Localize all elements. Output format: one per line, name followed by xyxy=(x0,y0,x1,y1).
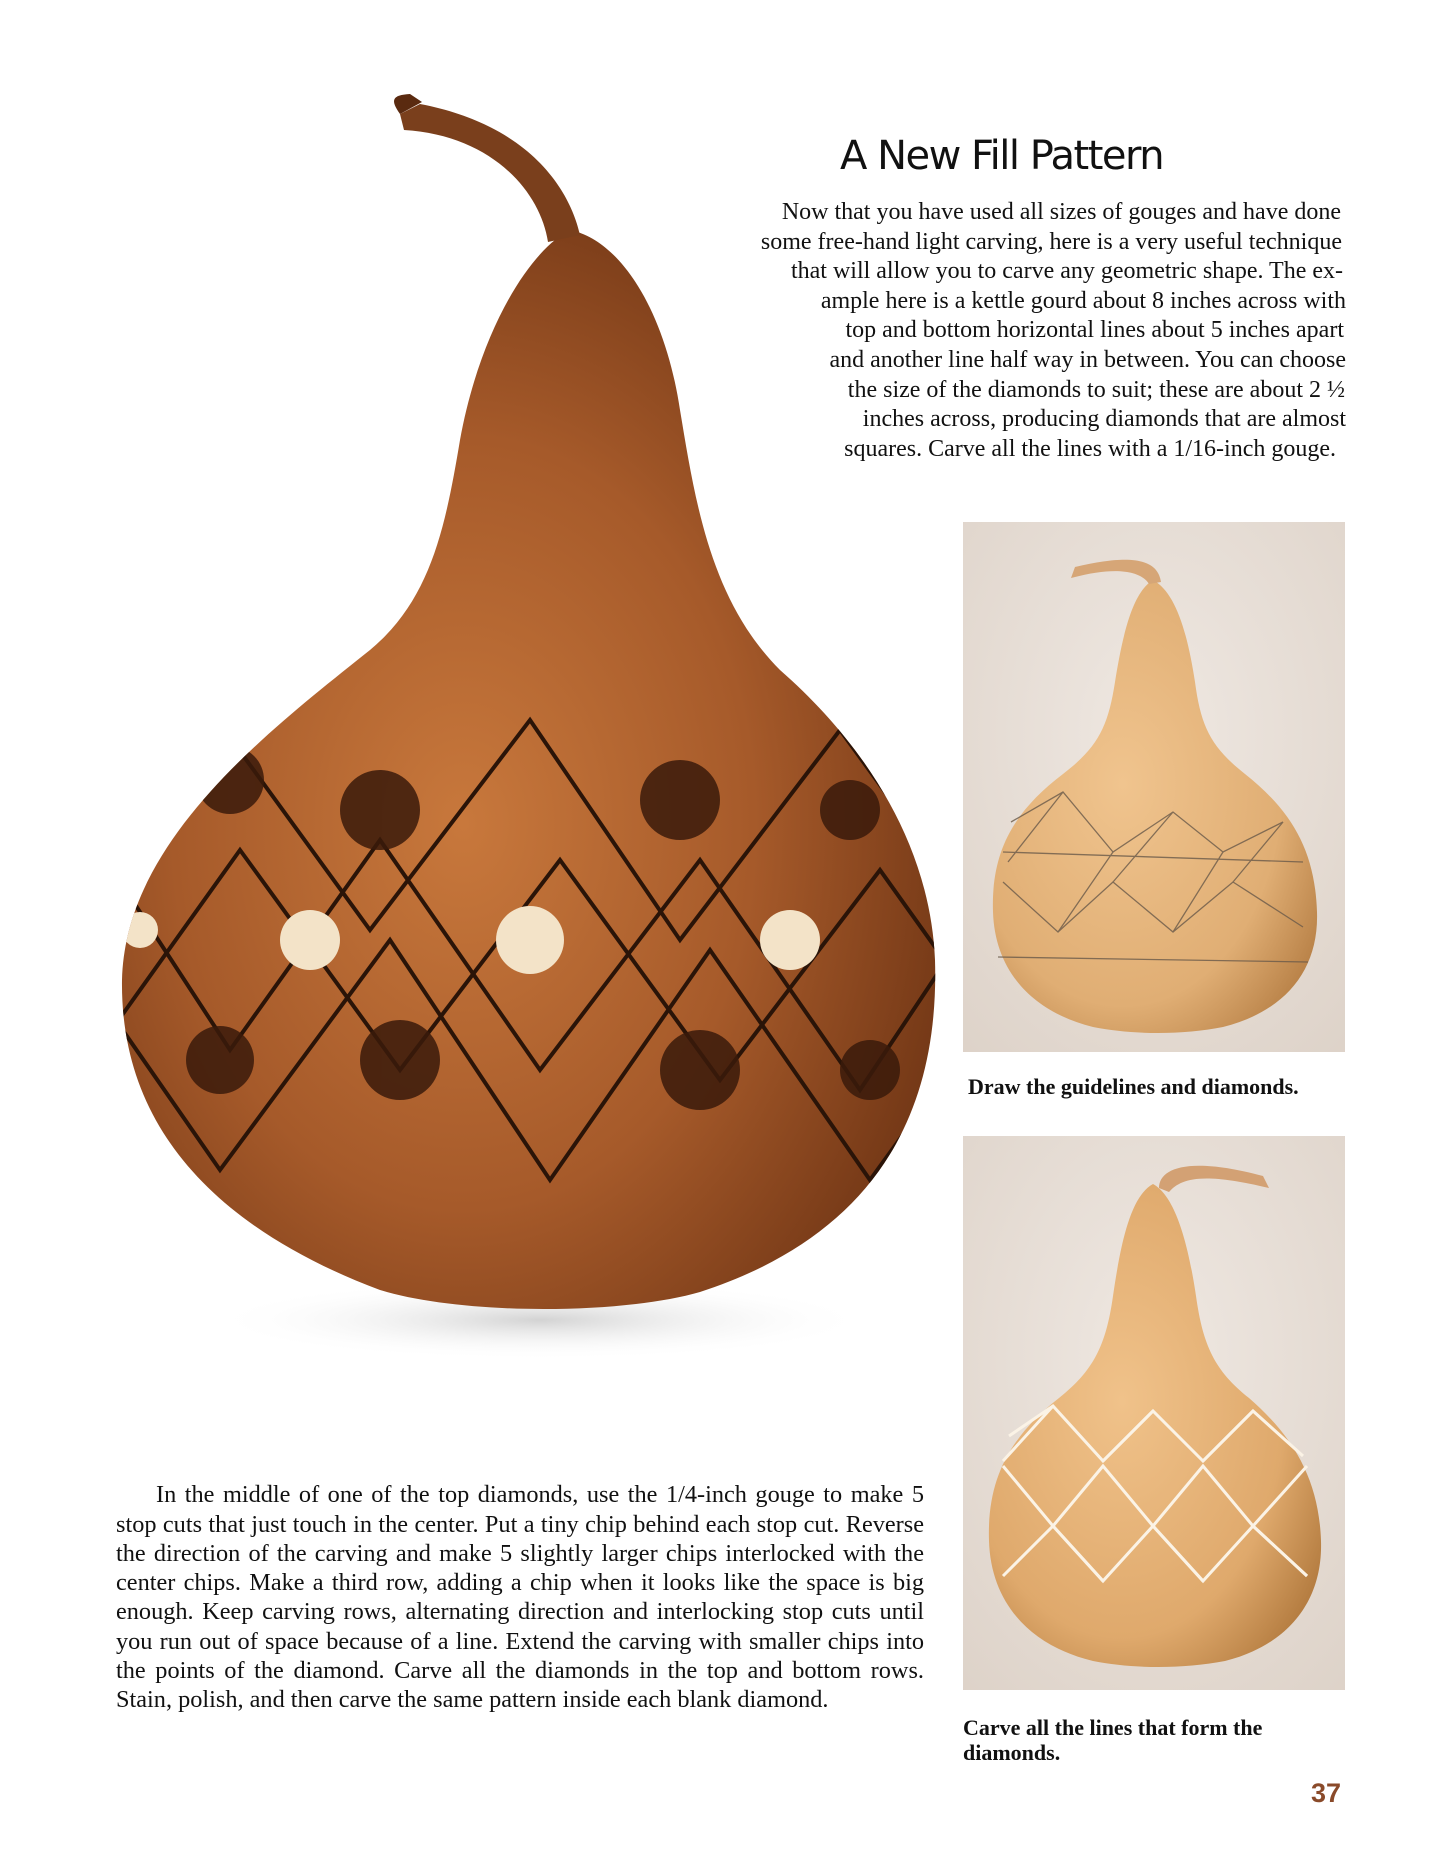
page-title: A New Fill Pattern xyxy=(840,132,1164,179)
caption-carved-lines: Carve all the lines that form the diamonds. xyxy=(963,1715,1263,1765)
intro-line: top and bottom horizontal lines about 5 inches apart xyxy=(845,317,1344,344)
intro-line: the size of the diamonds to suit; these are about 2 ½ xyxy=(847,376,1345,403)
intro-line: squares. Carve all the lines with a 1/16-inch gouge. xyxy=(844,435,1336,462)
caption-guidelines: Draw the guidelines and diamonds. xyxy=(968,1074,1299,1099)
guidelines-photo xyxy=(963,522,1345,1052)
intro-line: some free-hand light carving, here is a very useful technique xyxy=(760,228,1342,255)
page-number: 37 xyxy=(1311,1778,1342,1808)
intro-line: ample here is a kettle gourd about 8 inches across with xyxy=(820,287,1346,314)
intro-line: and another line half way in between. You can choose xyxy=(829,346,1346,373)
intro-line: Now that you have used all sizes of gouges and have done xyxy=(781,199,1341,225)
intro-paragraph xyxy=(668,198,1346,464)
carved-lines-photo xyxy=(963,1136,1345,1690)
instructions-paragraph: In the middle of one of the top diamonds, use the 1/4-inch gouge to make 5 stop cuts that just touch in the center. Put a tiny chip behind each stop cut. Reverse the direction of the carving and make 5 slightly larger chips interlocked with the center chips. Make a third row, adding a chip when it looks like the space is big enough. Keep carving rows, alternating direction and interlocking stop cuts until you run out of space because of a line. Extend the carving with smaller chips into the points of the diamond. Carve all the diamonds in the top and bottom rows. Stain, polish, and then carve the same pattern inside each blank diamond. xyxy=(116,1481,924,1714)
intro-line: that will allow you to carve any geometric shape. The ex- xyxy=(790,258,1343,285)
intro-line: inches across, producing diamonds that are almost xyxy=(862,406,1346,433)
